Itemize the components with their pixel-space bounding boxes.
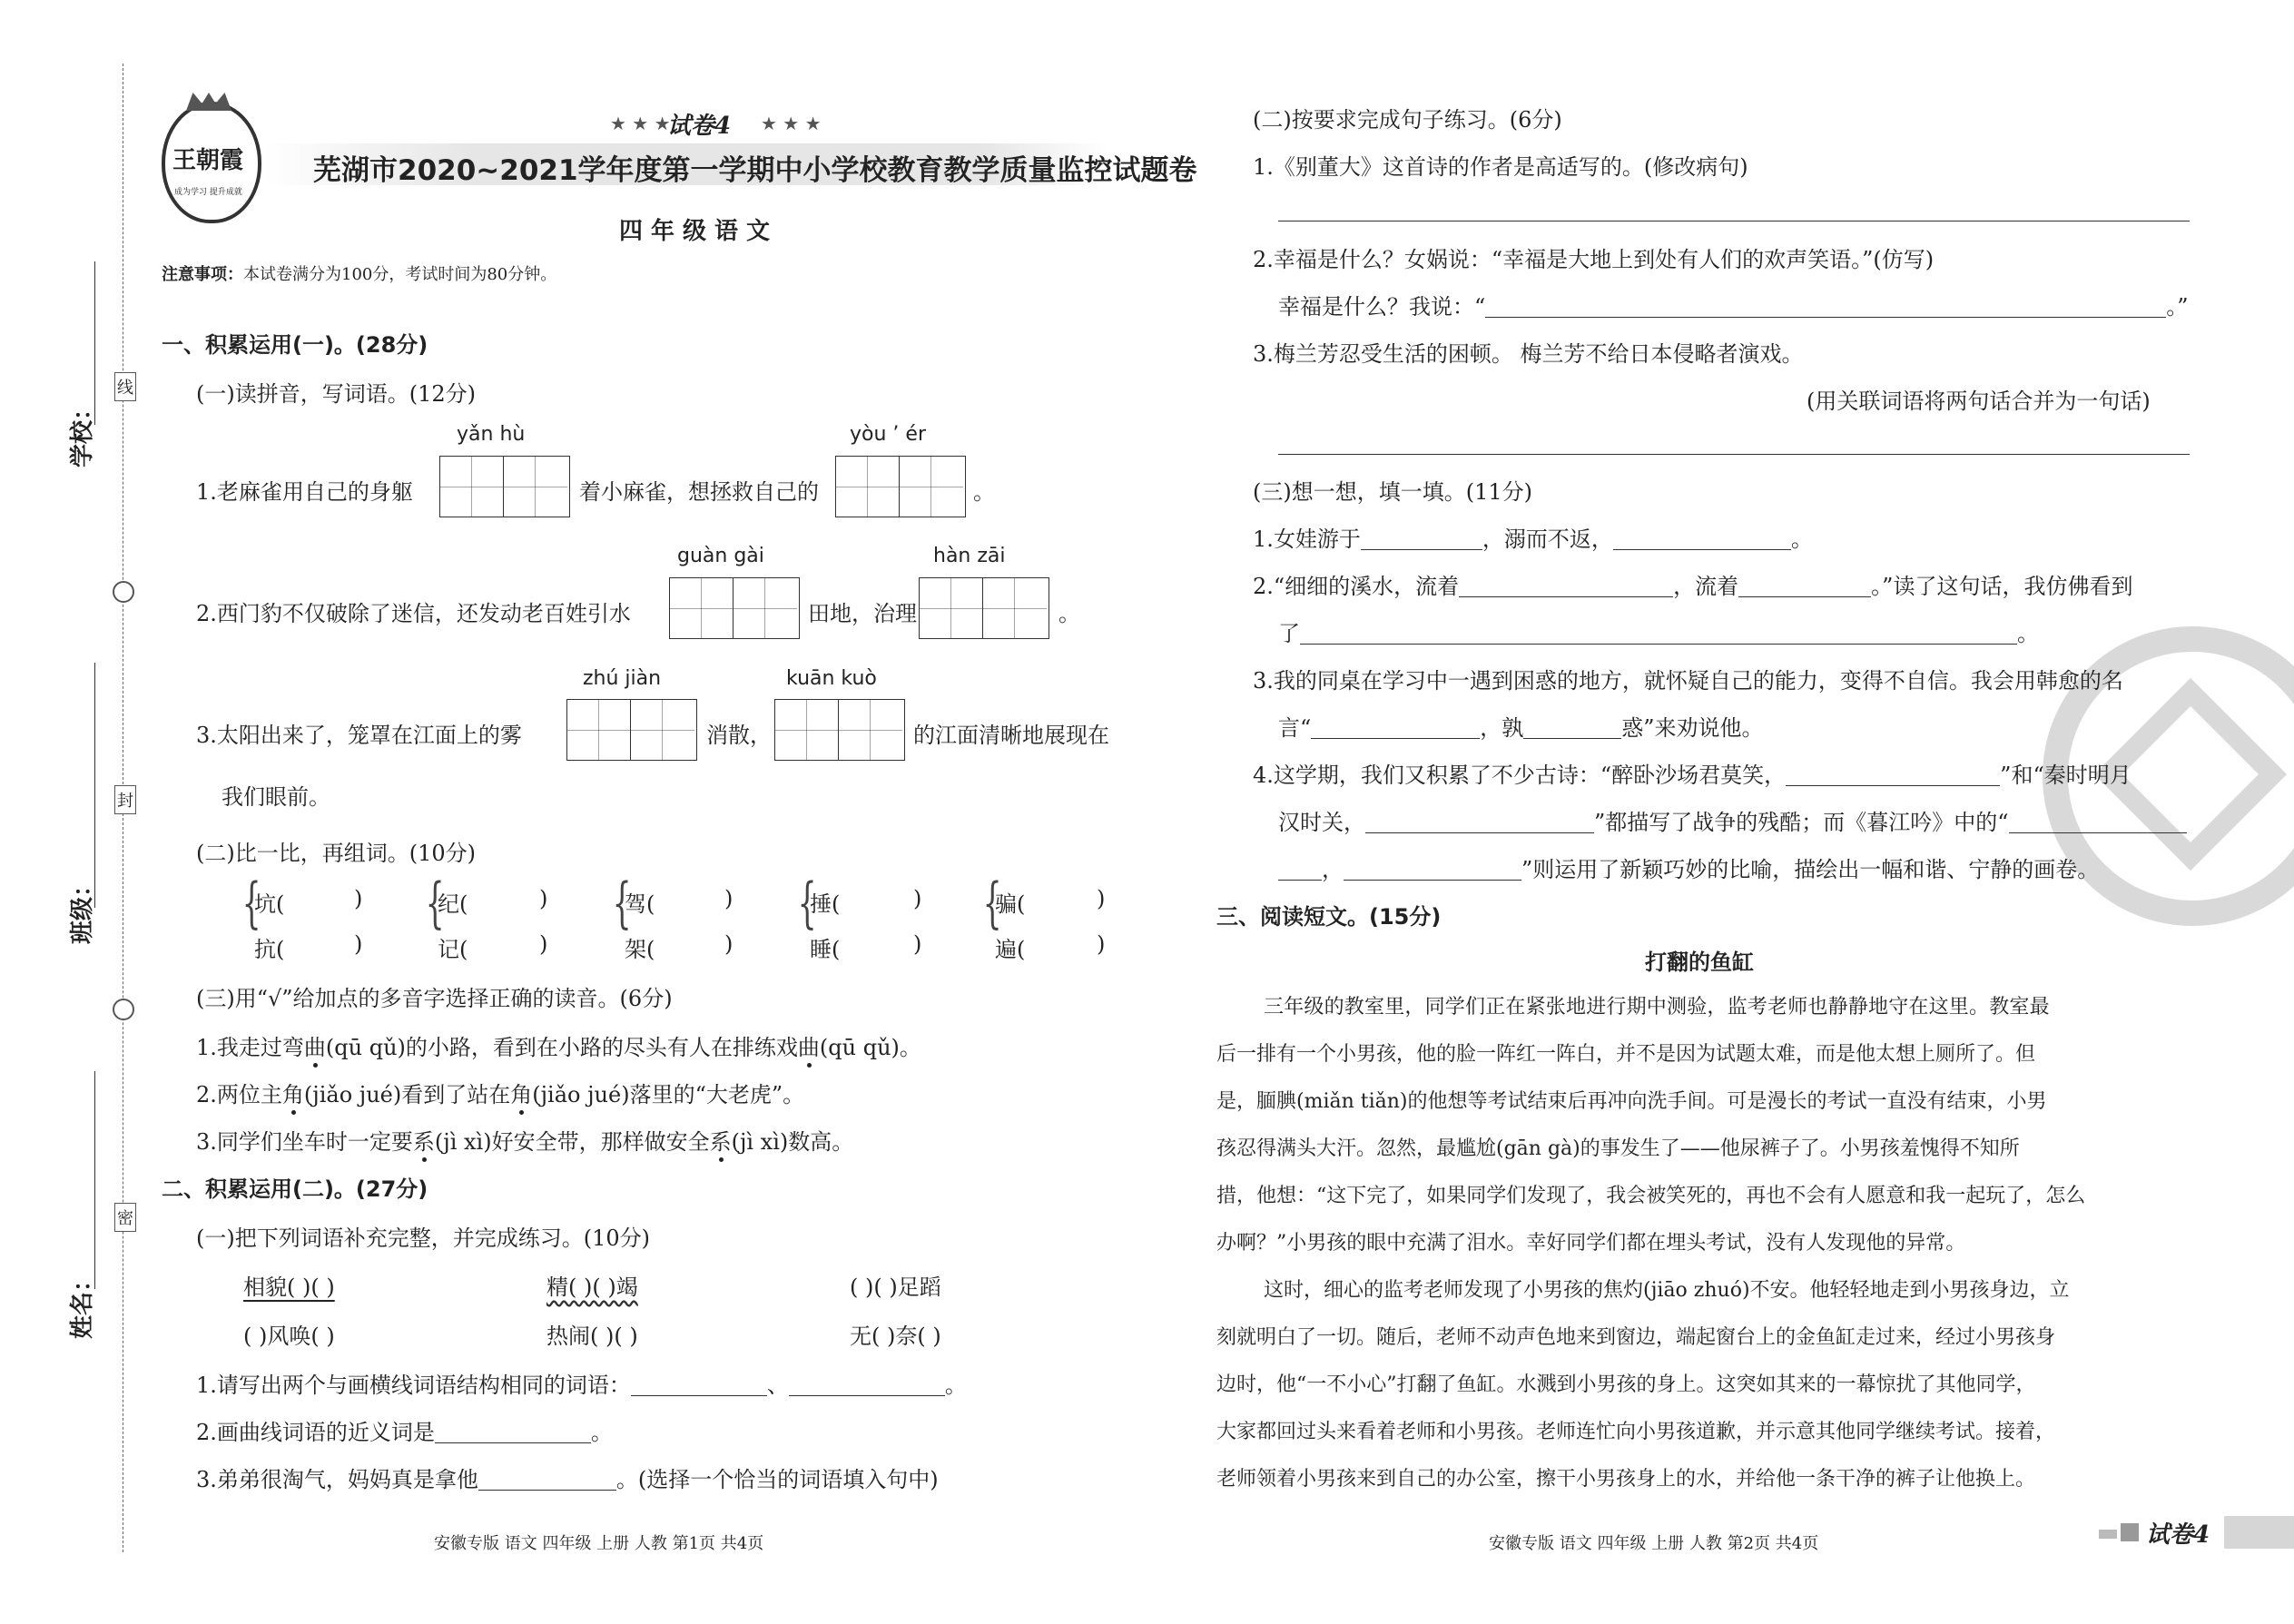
- answer-blank[interactable]: [435, 1421, 591, 1443]
- s2-title: (二)按要求完成句子练习。(6分): [1253, 107, 1562, 133]
- q3-answer-box-2[interactable]: [774, 699, 905, 761]
- q3-answer-box-1[interactable]: [566, 699, 697, 761]
- q2-answer-box-1[interactable]: [669, 577, 800, 639]
- story-line: 孩忍得满头大汗。忽然，最尴尬(gān gà)的事发生了——他尿裤子了。小男孩羞愧得不知所: [1216, 1137, 2020, 1160]
- story-line: 这时，细心的监考老师发现了小男孩的焦灼(jiāo zhuó)不安。他轻轻地走到小男孩身边，立: [1264, 1279, 2070, 1302]
- answer-blank[interactable]: [1786, 763, 2000, 786]
- q2-answer-box-2[interactable]: [919, 577, 1049, 639]
- compare-b[interactable]: 抗(: [254, 937, 285, 962]
- answer-blank[interactable]: [631, 1373, 767, 1396]
- corner-square-icon: [2121, 1523, 2139, 1541]
- answer-line[interactable]: [1278, 454, 2190, 455]
- series-title: 试卷4: [667, 113, 732, 140]
- seal-label-xian: 线: [114, 372, 136, 401]
- answer-blank[interactable]: [1361, 527, 1482, 550]
- star-decoration: ★ ★ ★: [610, 113, 671, 134]
- corner-square-icon: [2099, 1530, 2117, 1539]
- binding-hole-icon: [113, 999, 134, 1020]
- s2-q2: 2.幸福是什么？女娲说：“幸福是大地上到处有人们的欢声笑语。”(仿写): [1253, 247, 1935, 272]
- binding-hole-icon: [113, 581, 134, 603]
- corner-label: 试卷4: [2146, 1521, 2210, 1549]
- answer-blank[interactable]: [1485, 295, 2166, 318]
- q2-text-c: 。: [1058, 601, 1080, 626]
- story-line: 刻就明白了一切。随后，老师不动声色地来到窗边，端起窗台上的金鱼缸走过来，经过小男孩身: [1216, 1326, 2056, 1349]
- story-line: 大家都回过头来看着老师和小男孩。老师连忙向小男孩道歉，并示意其他同学继续考试。接着，: [1216, 1421, 2056, 1443]
- answer-blank[interactable]: [1365, 811, 1594, 833]
- story-line: 后一排有一个小男孩，他的脸一阵红一阵白，并不是因为试题太难，而是他太想上厕所了。但: [1216, 1043, 2036, 1066]
- answer-blank[interactable]: [1278, 858, 1322, 881]
- logo-subtext: 成为学习 提升成就: [174, 188, 242, 197]
- story-line: 老师领着小男孩来到自己的办公室，擦干小男孩身上的水，并给他一条干净的裤子让他换上。: [1216, 1468, 2036, 1491]
- answer-blank[interactable]: [1459, 575, 1673, 597]
- compare-b[interactable]: 遍(: [995, 937, 1026, 962]
- sec2-q1: 1.请写出两个与画横线词语结构相同的词语： 、 。: [196, 1373, 967, 1398]
- crown-icon: [186, 93, 231, 111]
- seal-label-feng: 封: [114, 785, 136, 814]
- idiom[interactable]: ( )风唤( ): [243, 1324, 335, 1349]
- section-2-title: 二、积累运用(二)。(27分): [162, 1176, 428, 1202]
- class-label: 班级：: [69, 872, 96, 944]
- compare-a[interactable]: 捶(: [810, 891, 841, 917]
- q3-text-a: 3.太阳出来了，笼罩在江面上的雾: [196, 723, 522, 748]
- corner-bar: [2224, 1516, 2294, 1549]
- q2-pinyin-2: hàn zāi: [933, 545, 1006, 567]
- story-line: 是，腼腆(miǎn tiǎn)的他想等考试结束后再冲向洗手间。可是漫长的考试一直没有结束，小男: [1216, 1090, 2047, 1113]
- s3-q4-cont: 汉时关， ”都描写了战争的残酷；而《暮江吟》中的“: [1278, 804, 2187, 836]
- binding-line: [94, 1071, 95, 1289]
- compare-b[interactable]: 记(: [438, 937, 468, 962]
- q2-pinyin-1: guàn gài: [677, 545, 764, 567]
- q1-answer-box-2[interactable]: [835, 456, 966, 517]
- idiom[interactable]: ( )( )足蹈: [850, 1275, 941, 1300]
- exam-title: 芜湖市2020~2021学年度第一学期中小学校教育教学质量监控试题卷: [313, 154, 1197, 187]
- sec2-sub-1-title: (一)把下列词语补充完整，并完成练习。(10分): [196, 1225, 650, 1251]
- compare-a[interactable]: 驾(: [625, 891, 655, 917]
- s3-q2-cont: 了 。: [1278, 621, 2039, 646]
- left-footer: 安徽专版 语文 四年级 上册 人教 第1页 共4页: [434, 1534, 764, 1553]
- compare-a[interactable]: 纪(: [438, 891, 468, 917]
- notice: [162, 261, 556, 285]
- name-label: 姓名：: [69, 1267, 96, 1339]
- s3-q1: 1.女娃游于 ，溺而不返， 。: [1253, 527, 1813, 552]
- poly-item[interactable]: 2.两位主角(jiǎo jué)看到了站在角(jiǎo jué)落里的“大老虎”。: [196, 1082, 805, 1107]
- answer-blank[interactable]: [1613, 527, 1791, 550]
- story-title: 打翻的鱼缸: [1645, 950, 1754, 975]
- s3-q3: 3.我的同桌在学习中一遇到困惑的地方，就怀疑自己的能力，变得不自信。我会用韩愈的名: [1253, 668, 2123, 694]
- seal-label-mi: 密: [114, 1203, 136, 1232]
- compare-a[interactable]: 骗(: [995, 891, 1026, 917]
- s2-q3-note: (用关联词语将两句话合并为一句话): [1807, 389, 2151, 414]
- idiom-underlined[interactable]: 相貌( )( ): [243, 1275, 335, 1300]
- brace-icon: {: [982, 871, 1002, 935]
- q2-text-a: 2.西门豹不仅破除了迷信，还发动老百姓引水: [196, 601, 631, 626]
- binding-line: [94, 663, 95, 908]
- answer-blank[interactable]: [789, 1373, 945, 1396]
- section-3-title: 三、阅读短文。(15分): [1216, 904, 1442, 930]
- s2-q2b: 幸福是什么？我说：“ 。”: [1278, 294, 2189, 320]
- story-line: 办啊？”小男孩的眼中充满了泪水。幸好同学们都在埋头考试，没有人发现他的异常。: [1216, 1232, 1966, 1255]
- brace-icon: {: [241, 871, 261, 935]
- section-1-title: 一、积累运用(一)。(28分): [162, 332, 428, 358]
- story-line: 措，他想：“这下完了，如果同学们发现了，我会被笑死的，再也不会有人愿意和我一起玩了，怎么: [1216, 1185, 2086, 1207]
- q3-pinyin-1: zhú jiàn: [583, 667, 662, 690]
- answer-blank[interactable]: [1738, 575, 1871, 597]
- right-footer: 安徽专版 语文 四年级 上册 人教 第2页 共4页: [1489, 1534, 1819, 1553]
- brace-icon: {: [425, 871, 445, 935]
- s3-q3-cont: 言“ ，孰 惑”来劝说他。: [1278, 715, 1764, 741]
- s2-q1: 1.《别董大》这首诗的作者是高适写的。(修改病句): [1253, 154, 1748, 180]
- q3-pinyin-2: kuān kuò: [786, 667, 877, 690]
- q1-text-c: 。: [973, 479, 995, 505]
- logo-text: 王朝霞: [172, 147, 244, 174]
- q3-text-c: 的江面清晰地展现在: [913, 723, 1109, 748]
- q1-answer-box-1[interactable]: [439, 456, 570, 517]
- q2-text-b: 田地，治理: [808, 601, 917, 626]
- compare-b[interactable]: 架(: [625, 937, 655, 962]
- s3-title: (三)想一想，填一填。(11分): [1253, 479, 1532, 505]
- notice-text: 本试卷满分为100分，考试时间为80分钟。: [243, 265, 557, 284]
- subject-title: 四年级语文: [619, 218, 779, 245]
- sec2-q3: 3.弟弟很淘气，妈妈真是拿他 。(选择一个恰当的词语填入句中): [196, 1467, 939, 1492]
- school-label: 学校：: [69, 396, 96, 468]
- poly-item[interactable]: 1.我走过弯曲(qū qǔ)的小路，看到在小路的尽头有人在排练戏曲(qū qǔ)。: [196, 1035, 921, 1060]
- story-line: 三年级的教室里，同学们正在紧张地进行期中测验，监考老师也静静地守在这里。教室最: [1264, 996, 2050, 1019]
- brace-icon: {: [612, 871, 632, 935]
- s3-q2: 2.“细细的溪水，流着 ，流着 。”读了这句话，我仿佛看到: [1253, 574, 2133, 599]
- compare-b[interactable]: 睡(: [810, 937, 841, 962]
- logo-badge: [162, 102, 261, 223]
- q1-pinyin-1: yǎn hù: [457, 423, 526, 446]
- q1-text-a: 1.老麻雀用自己的身躯: [196, 479, 413, 505]
- answer-blank[interactable]: [1523, 716, 1621, 739]
- sec2-q2: 2.画曲线词语的近义词是 。: [196, 1420, 613, 1445]
- compare-a[interactable]: 坑(: [254, 891, 285, 917]
- q1-text-b: 着小麻雀，想拯救自己的: [579, 479, 819, 505]
- s2-q3: 3.梅兰芳忍受生活的困顿。 梅兰芳不给日本侵略者演戏。: [1253, 341, 1804, 367]
- sub-1-title: (一)读拼音，写词语。(12分): [196, 381, 476, 407]
- star-decoration: ★ ★ ★: [761, 113, 822, 134]
- answer-blank[interactable]: [1311, 716, 1480, 739]
- s3-q4-cont2: ， ”则运用了新颖巧妙的比喻，描绘出一幅和谐、宁静的画卷。: [1278, 851, 2099, 883]
- s3-q4: 4.这学期，我们又积累了不少古诗：“醉卧沙场君莫笑， ”和“秦时明月: [1253, 763, 2132, 788]
- brace-icon: {: [797, 871, 817, 935]
- sub-3-title: (三)用“√”给加点的多音字选择正确的读音。(6分): [196, 986, 673, 1011]
- idiom-wavy[interactable]: 精( )( )竭: [546, 1275, 638, 1300]
- story-line: 边时，他“一不小心”打翻了鱼缸。水溅到小男孩的身上。这突如其来的一幕惊扰了其他同学，: [1216, 1373, 2036, 1396]
- answer-blank[interactable]: [1344, 858, 1521, 881]
- poly-item[interactable]: 3.同学们坐车时一定要系(jì xì)好安全带，那样做安全系(jì xì)数高。: [196, 1129, 854, 1155]
- q3-text-d: 我们眼前。: [222, 784, 330, 810]
- q3-text-b: 消散，: [706, 723, 772, 748]
- q1-pinyin-2: yòu ’ ér: [850, 423, 926, 446]
- sub-2-title: (二)比一比，再组词。(10分): [196, 841, 476, 866]
- answer-blank[interactable]: [1300, 622, 2017, 645]
- idiom[interactable]: 无( )奈( ): [850, 1324, 941, 1349]
- idiom[interactable]: 热闹( )( ): [546, 1324, 638, 1349]
- answer-blank[interactable]: [478, 1468, 616, 1491]
- answer-blank[interactable]: [2009, 811, 2187, 833]
- notice-label: 注意事项：: [162, 265, 243, 284]
